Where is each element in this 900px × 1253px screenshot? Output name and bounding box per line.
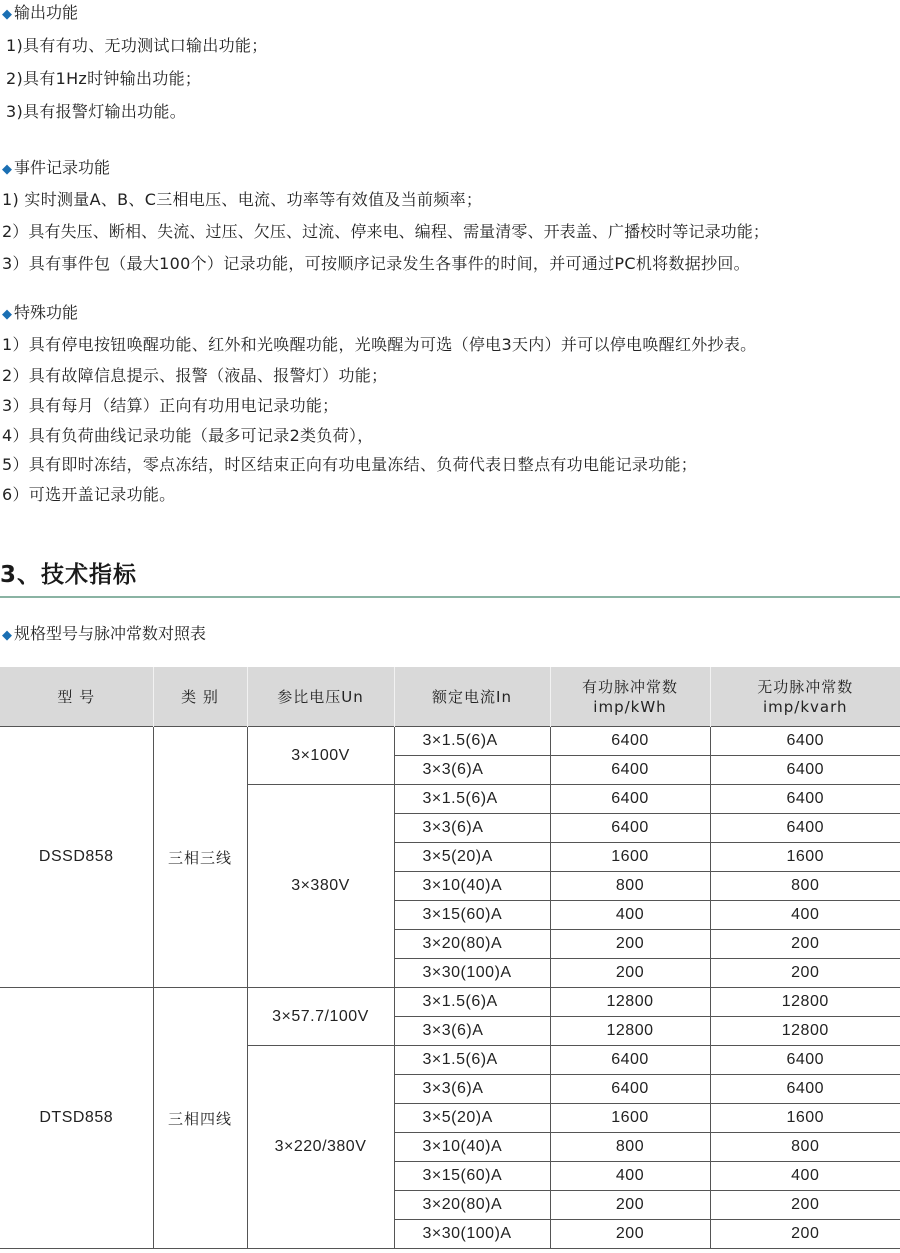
- header-reactive-constant: [710, 667, 900, 727]
- cell-current: 3×1.5(6)A: [394, 988, 550, 1017]
- cell-current: 3×1.5(6)A: [394, 785, 550, 814]
- cell-current: 3×1.5(6)A: [394, 1046, 550, 1075]
- cell-active: 6400: [550, 727, 710, 756]
- cell-reactive: 12800: [710, 1017, 900, 1046]
- special-item: 5）具有即时冻结，零点冻结，时区结束正向有功电量冻结、负荷代表日整点有功电能记录功能；: [2, 455, 698, 474]
- header-current: 额定电流In: [394, 667, 550, 727]
- output-item: 1)具有有功、无功测试口输出功能；: [6, 36, 268, 55]
- cell-reactive: 12800: [710, 988, 900, 1017]
- cell-current: 3×20(80)A: [394, 1191, 550, 1220]
- special-heading: [2, 300, 78, 323]
- cell-active: 1600: [550, 843, 710, 872]
- cell-current: 3×10(40)A: [394, 1133, 550, 1162]
- cell-current: 3×3(6)A: [394, 1075, 550, 1104]
- special-item: 1）具有停电按钮唤醒功能、红外和光唤醒功能，光唤醒为可选（停电3天内）并可以停电唤醒红外抄表。: [2, 335, 757, 354]
- cell-active: 200: [550, 1191, 710, 1220]
- table-header-row: [0, 667, 900, 727]
- events-item: 3）具有事件包（最大100个）记录功能，可按顺序记录发生各事件的时间，并可通过PC机将数据抄回。: [2, 254, 750, 273]
- cell-current: 3×30(100)A: [394, 1220, 550, 1249]
- cell-model: DSSD858: [0, 727, 153, 988]
- cell-active: 6400: [550, 1046, 710, 1075]
- spec-table: [0, 667, 900, 1249]
- cell-reactive: 200: [710, 930, 900, 959]
- output-item: 3)具有报警灯输出功能。: [6, 102, 187, 121]
- cell-active: 800: [550, 1133, 710, 1162]
- table-caption: [2, 621, 206, 644]
- cell-current: 3×5(20)A: [394, 1104, 550, 1133]
- events-item: 2）具有失压、断相、失流、过压、欠压、过流、停来电、编程、需量清零、开表盖、广播校时等记录功能；: [2, 222, 769, 241]
- cell-reactive: 200: [710, 1220, 900, 1249]
- header-voltage: 参比电压Un: [247, 667, 394, 727]
- cell-reactive: 6400: [710, 814, 900, 843]
- header-reactive-unit: imp/kvarh: [762, 697, 848, 716]
- table-row: [0, 988, 900, 1017]
- cell-active: 200: [550, 930, 710, 959]
- cell-active: 6400: [550, 756, 710, 785]
- events-heading-text: 事件记录功能: [14, 158, 111, 177]
- cell-active: 6400: [550, 814, 710, 843]
- output-heading: [2, 0, 78, 23]
- cell-reactive: 6400: [710, 785, 900, 814]
- cell-reactive: 6400: [710, 1046, 900, 1075]
- cell-reactive: 200: [710, 1191, 900, 1220]
- special-heading-text: 特殊功能: [14, 303, 79, 322]
- cell-reactive: 6400: [710, 1075, 900, 1104]
- cell-active: 12800: [550, 988, 710, 1017]
- cell-active: 6400: [550, 785, 710, 814]
- cell-reactive: 800: [710, 872, 900, 901]
- header-active-label: 有功脉冲常数: [581, 677, 678, 696]
- cell-voltage: 3×100V: [247, 727, 394, 785]
- header-reactive-label: 无功脉冲常数: [757, 677, 854, 696]
- cell-category: 三相四线: [153, 988, 247, 1249]
- cell-voltage: 3×220/380V: [247, 1046, 394, 1249]
- events-heading: [2, 155, 110, 178]
- cell-reactive: 400: [710, 901, 900, 930]
- cell-current: 3×3(6)A: [394, 1017, 550, 1046]
- cell-reactive: 6400: [710, 756, 900, 785]
- cell-active: 200: [550, 1220, 710, 1249]
- cell-current: 3×5(20)A: [394, 843, 550, 872]
- cell-current: 3×15(60)A: [394, 1162, 550, 1191]
- cell-reactive: 400: [710, 1162, 900, 1191]
- special-item: 2）具有故障信息提示、报警（液晶、报警灯）功能；: [2, 366, 388, 385]
- cell-current: 3×3(6)A: [394, 756, 550, 785]
- cell-active: 200: [550, 959, 710, 988]
- cell-current: 3×1.5(6)A: [394, 727, 550, 756]
- cell-reactive: 800: [710, 1133, 900, 1162]
- cell-active: 1600: [550, 1104, 710, 1133]
- cell-current: 3×15(60)A: [394, 901, 550, 930]
- cell-active: 800: [550, 872, 710, 901]
- section-divider: [0, 596, 900, 598]
- output-heading-text: 输出功能: [14, 3, 79, 22]
- cell-active: 400: [550, 901, 710, 930]
- cell-current: 3×30(100)A: [394, 959, 550, 988]
- special-item: 4）具有负荷曲线记录功能（最多可记录2类负荷），: [2, 426, 374, 445]
- cell-reactive: 200: [710, 959, 900, 988]
- events-item: 1) 实时测量A、B、C三相电压、电流、功率等有效值及当前频率；: [2, 190, 483, 209]
- output-item: 2)具有1Hz时钟输出功能；: [6, 69, 202, 88]
- cell-active: 12800: [550, 1017, 710, 1046]
- cell-category: 三相三线: [153, 727, 247, 988]
- cell-voltage: 3×57.7/100V: [247, 988, 394, 1046]
- header-model: 型 号: [0, 667, 153, 727]
- cell-reactive: 1600: [710, 843, 900, 872]
- special-item: 6）可选开盖记录功能。: [2, 485, 176, 504]
- cell-active: 6400: [550, 1075, 710, 1104]
- special-item: 3）具有每月（结算）正向有功用电记录功能；: [2, 396, 339, 415]
- header-category: 类 别: [153, 667, 247, 727]
- header-active-unit: imp/kWh: [593, 697, 667, 716]
- table-caption-text: 规格型号与脉冲常数对照表: [14, 624, 207, 643]
- cell-model: DTSD858: [0, 988, 153, 1249]
- cell-reactive: 1600: [710, 1104, 900, 1133]
- cell-active: 400: [550, 1162, 710, 1191]
- diamond-bullet-icon: ◆: [2, 307, 12, 322]
- cell-reactive: 6400: [710, 727, 900, 756]
- section-title: 3、技术指标: [0, 562, 138, 588]
- header-active-constant: [550, 667, 710, 727]
- cell-current: 3×20(80)A: [394, 930, 550, 959]
- diamond-bullet-icon: ◆: [2, 162, 12, 177]
- cell-current: 3×10(40)A: [394, 872, 550, 901]
- cell-voltage: 3×380V: [247, 785, 394, 988]
- diamond-bullet-icon: ◆: [2, 628, 12, 643]
- cell-current: 3×3(6)A: [394, 814, 550, 843]
- diamond-bullet-icon: ◆: [2, 7, 12, 22]
- table-row: [0, 727, 900, 756]
